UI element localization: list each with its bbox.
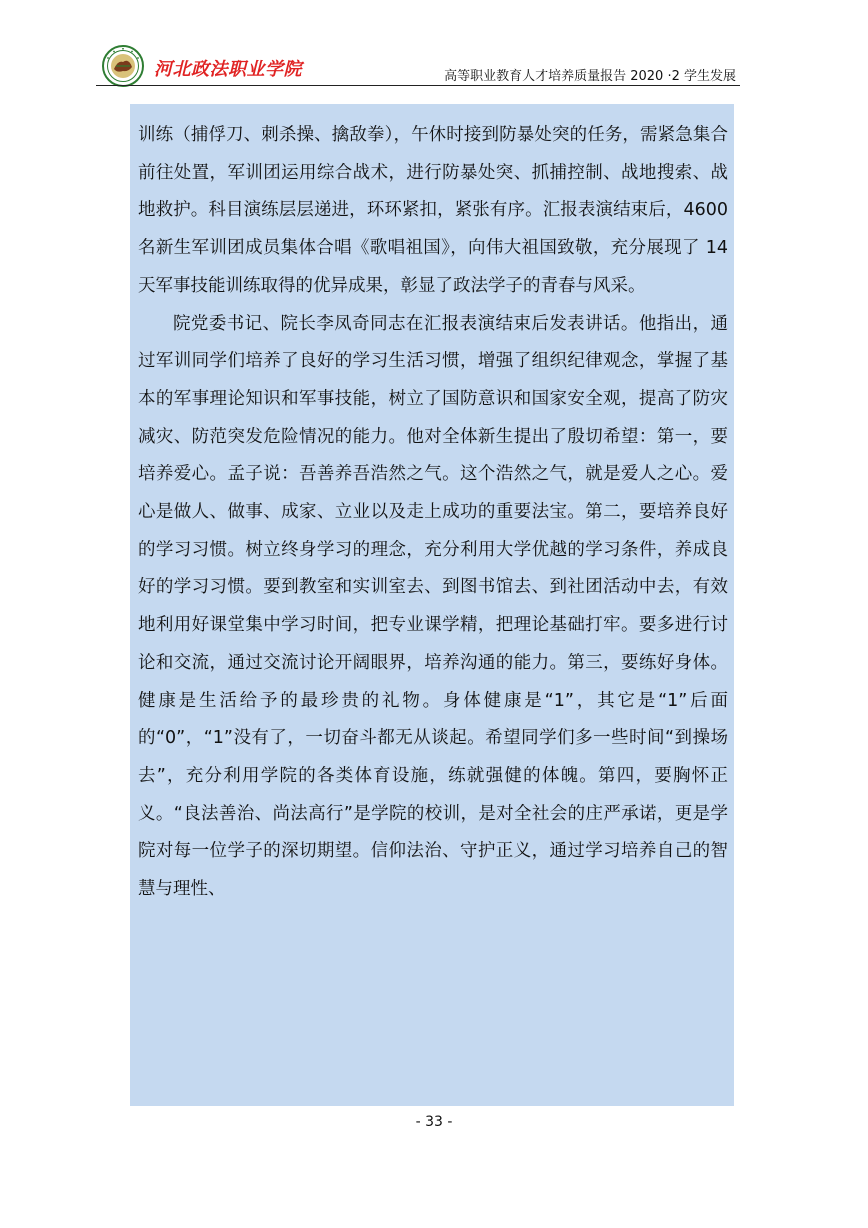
page-header [96, 40, 740, 86]
college-emblem-icon [102, 45, 144, 87]
content-box [130, 104, 734, 1106]
paragraph-speech: 院党委书记、院长李凤奇同志在汇报表演结束后发表讲话。他指出，通过军训同学们培养了良好的学习生活习惯，增强了组织纪律观念，掌握了基本的军事理论知识和军事技能，树立了国防意识和国家安全观，提高了防灾减灾、防范突发危险情况的能力。他对全体新生提出了殷切希望：第一，要培养爱心。孟子说：吾善养吾浩然之气。这个浩然之气，就是爱人之心。爱心是做人、做事、成家、立业以及走上成功的重要法宝。第二，要培养良好的学习习惯。树立终身学习的理念，充分利用大学优越的学习条件，养成良好的学习习惯。要到教室和实训室去、到图书馆去、到社团活动中去，有效地利用好课堂集中学习时间，把专业课学精，把理论基础打牢。要多进行讨论和交流，通过交流讨论开阔眼界，培养沟通的能力。第三，要练好身体。健康是生活给予的最珍贵的礼物。身体健康是“1”，其它是“1”后面的“0”，“1”没有了，一切奋斗都无从谈起。希望同学们多一些时间“到操场去”，充分利用学院的各类体育设施，练就强健的体魄。第四，要胸怀正义。“良法善治、尚法高行”是学院的校训，是对全社会的庄严承诺，更是学院对每一位学子的深切期望。信仰法治、守护正义，通过学习培养自己的智慧与理性、 [138, 313, 728, 900]
page-number: - 33 - [415, 1114, 453, 1130]
paragraph-continued: 训练（捕俘刀、刺杀操、擒敌拳），午休时接到防暴处突的任务，需紧急集合前往处置，军训团运用综合战术，进行防暴处突、抓捕控制、战地搜索、战地救护。科目演练层层递进，环环紧扣，紧张有序。汇报表演结束后，4600 名新生军训团成员集体合唱《歌唱祖国》，向伟大祖国致敬，充分展现了 14 天军事技能训练取得的优异成果，彰显了政法学子的青春与风采。 [138, 125, 728, 296]
report-title: 高等职业教育人才培养质量报告 2020 ·2 学生发展 [444, 69, 736, 84]
school-name: 河北政法职业学院 [154, 59, 302, 80]
header-divider [96, 85, 740, 86]
